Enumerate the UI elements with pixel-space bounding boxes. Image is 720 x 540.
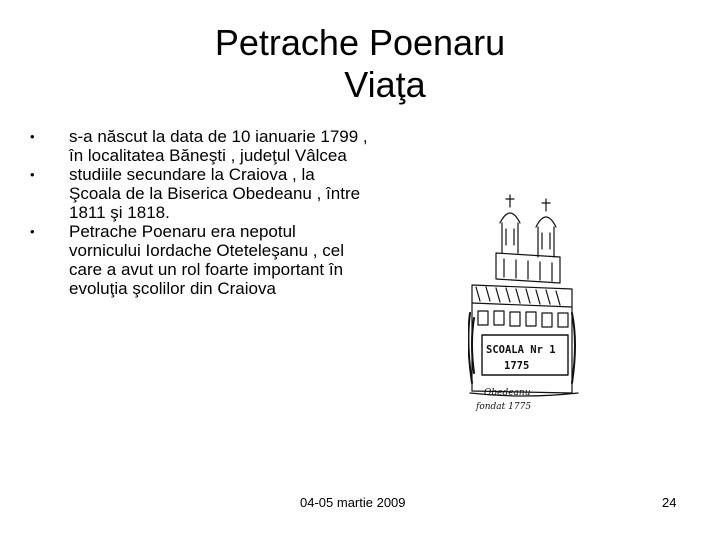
title-line-1: Petrache Poenaru — [214, 22, 506, 63]
slide-title — [0, 22, 720, 106]
school-sketch-image — [468, 193, 580, 415]
footer-date: 04-05 martie 2009 — [300, 495, 406, 510]
bullet-item — [28, 165, 368, 222]
bullet-dot: • — [30, 224, 35, 239]
bullet-dot: • — [30, 167, 35, 182]
bullet-text: s-a născut la data de 10 ianuarie 1799 , în localitatea Băneşti , judeţul Vâlcea — [69, 127, 368, 165]
sketch-caption-line-1: Obedeanu — [484, 388, 531, 398]
sketch-sign-line-1: SCOALA Nr 1 — [486, 344, 556, 356]
bullet-item — [28, 222, 368, 298]
sketch-caption-line-2: fondat 1775 — [476, 402, 532, 412]
bullet-text: studiile secundare la Craiova , la Şcoala de la Biserica Obedeanu , între 1811 şi 1818. — [69, 165, 361, 222]
title-line-2: Viaţa — [344, 64, 426, 105]
bullet-list — [28, 127, 368, 298]
bullet-text: Petrache Poenaru era nepotul vornicului Iordache Oteteleşanu , cel care a avut un rol foarte important în evoluţia şcolilor din Craiova — [69, 222, 344, 298]
footer-page-number: 24 — [662, 495, 677, 510]
bullet-dot: • — [30, 129, 35, 144]
bullet-item — [28, 127, 368, 165]
sketch-sign-line-2: 1775 — [504, 360, 530, 372]
